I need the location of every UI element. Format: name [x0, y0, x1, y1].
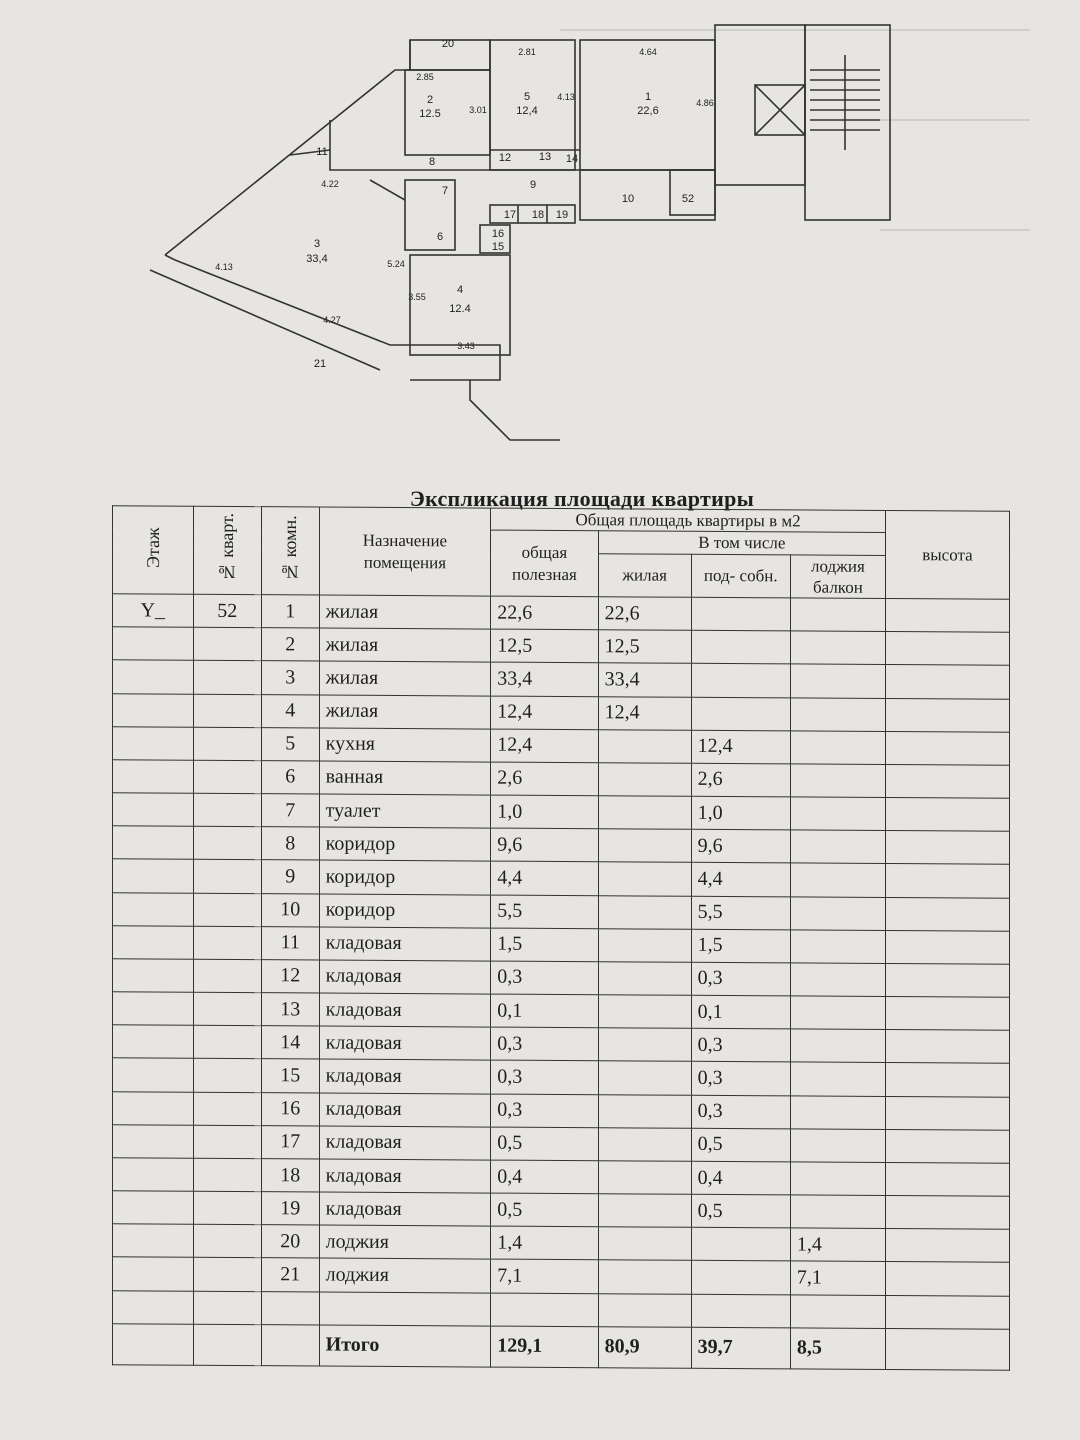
height-cell	[885, 632, 1009, 666]
height-cell	[885, 1262, 1009, 1296]
total-area-cell: 1,4	[491, 1226, 598, 1260]
room-number-cell: 4	[261, 694, 319, 728]
loggia-area-cell	[790, 1162, 885, 1196]
height-cell	[885, 1196, 1009, 1230]
room-1-number: 1	[644, 91, 652, 103]
living-header: жилая	[598, 553, 691, 597]
apartment-cell	[193, 1025, 261, 1059]
table-row	[113, 1125, 1010, 1164]
empty-cell	[790, 1295, 885, 1329]
room-number-cell: 13	[261, 993, 319, 1027]
room-3-area: 33,4	[306, 253, 328, 265]
room-number-cell: 7	[261, 794, 319, 828]
apartment-header: № кварт.	[193, 506, 261, 594]
room-number-header: № комн.	[261, 507, 319, 595]
living-area-sum: 80,9	[598, 1327, 691, 1369]
auxiliary-area-cell: 9,6	[691, 829, 790, 863]
explication-table	[112, 505, 1010, 1370]
auxiliary-header: под- собн.	[691, 554, 790, 598]
auxiliary-area-cell: 0,3	[691, 1029, 790, 1063]
loggia-area-cell	[790, 930, 885, 964]
floor-cell	[113, 925, 194, 959]
plan-dimension: 5.24	[387, 259, 405, 269]
living-area-cell	[598, 1061, 691, 1095]
table-row	[113, 859, 1010, 898]
table-row	[113, 760, 1010, 799]
loggia-area-cell: 7,1	[790, 1261, 885, 1295]
auxiliary-area-cell	[691, 1261, 790, 1295]
plan-dimension: 3.55	[408, 292, 426, 302]
room-number-cell: 2	[261, 628, 319, 662]
height-cell	[885, 1129, 1009, 1163]
plan-dimension: 3.01	[469, 105, 487, 115]
plan-label: 17	[503, 209, 517, 221]
plan-label: 8	[428, 156, 436, 168]
room-number-cell: 10	[261, 893, 319, 927]
auxiliary-area-cell: 0,5	[691, 1128, 790, 1162]
table-row	[113, 660, 1010, 699]
empty-cell	[691, 1294, 790, 1328]
purpose-cell: коридор	[319, 894, 491, 928]
purpose-cell: кладовая	[319, 927, 491, 961]
auxiliary-area-cell	[691, 664, 790, 698]
plan-label: 21	[313, 358, 327, 370]
purpose-cell: кладовая	[319, 1159, 491, 1193]
plan-label: 10	[621, 193, 635, 205]
plan-dimension: 4.86	[696, 98, 714, 108]
apartment-cell	[193, 793, 261, 827]
auxiliary-area-cell: 0,3	[691, 962, 790, 996]
plan-dimension: 2.85	[416, 72, 434, 82]
table-row	[113, 627, 1010, 666]
plan-dimension: 2.81	[518, 47, 536, 57]
total-row	[113, 1324, 1010, 1371]
living-area-cell	[598, 895, 691, 929]
empty-cell	[193, 1324, 261, 1366]
floor-cell	[113, 826, 194, 860]
loggia-area-cell	[790, 1029, 885, 1063]
loggia-area-cell	[790, 697, 885, 731]
auxiliary-area-cell	[691, 697, 790, 731]
purpose-cell: жилая	[319, 661, 491, 695]
total-area-cell: 1,5	[491, 928, 598, 962]
loggia-area-cell	[790, 996, 885, 1030]
auxiliary-area-cell: 0,3	[691, 1095, 790, 1129]
room-3-number: 3	[313, 238, 321, 250]
loggia-area-cell	[790, 963, 885, 997]
table-row	[113, 1025, 1010, 1064]
empty-cell	[113, 1290, 194, 1324]
living-area-cell	[598, 1028, 691, 1062]
total-area-cell: 33,4	[491, 662, 598, 696]
floor-cell	[113, 1025, 194, 1059]
apartment-cell	[193, 694, 261, 728]
plan-dimension: 3.43	[457, 341, 475, 351]
apartment-cell	[193, 1059, 261, 1093]
total-area-cell: 0,5	[491, 1193, 598, 1227]
room-number-cell: 14	[261, 1026, 319, 1060]
living-area-cell: 22,6	[598, 597, 691, 631]
loggia-area-cell	[790, 1062, 885, 1096]
plan-label: 6	[436, 231, 444, 243]
plan-label: 12	[498, 152, 512, 164]
apartment-cell	[193, 1225, 261, 1259]
living-area-cell	[598, 1127, 691, 1161]
total-area-cell: 0,3	[491, 1060, 598, 1094]
table-row	[113, 594, 1010, 633]
apartment-cell	[193, 1125, 261, 1159]
plan-label: 19	[555, 209, 569, 221]
height-cell	[885, 764, 1009, 798]
loggia-area-cell	[790, 631, 885, 665]
loggia-area-cell	[790, 1095, 885, 1129]
purpose-cell: кладовая	[319, 1093, 491, 1127]
plan-label: 15	[491, 241, 505, 253]
room-2-area: 12.5	[419, 108, 441, 120]
auxiliary-area-cell: 2,6	[691, 763, 790, 797]
loggia-area-cell	[790, 731, 885, 765]
total-area-cell: 2,6	[491, 762, 598, 796]
purpose-header: Назначение помещения	[319, 507, 491, 596]
purpose-cell: жилая	[319, 628, 491, 662]
loggia-area-cell	[790, 863, 885, 897]
auxiliary-area-cell: 0,5	[691, 1194, 790, 1228]
empty-cell	[598, 1293, 691, 1327]
height-cell	[885, 997, 1009, 1031]
auxiliary-area-cell: 5,5	[691, 896, 790, 930]
table-row	[113, 959, 1010, 998]
height-cell	[885, 665, 1009, 699]
room-2-number: 2	[426, 94, 434, 106]
purpose-cell: туалет	[319, 794, 491, 828]
table-body	[113, 594, 1010, 1370]
plan-label: 11	[316, 146, 328, 158]
empty-cell	[491, 1293, 598, 1327]
purpose-cell: кладовая	[319, 1192, 491, 1226]
floor-cell	[113, 693, 194, 727]
empty-cell	[261, 1324, 319, 1366]
height-cell	[885, 1030, 1009, 1064]
plan-dimension: 4.64	[639, 47, 657, 57]
total-area-cell: 12,5	[491, 629, 598, 663]
purpose-cell: жилая	[319, 595, 491, 629]
plan-dimension: 4.27	[323, 315, 341, 325]
apartment-cell	[193, 1191, 261, 1225]
purpose-cell: ванная	[319, 761, 491, 795]
total-area-cell: 0,1	[491, 994, 598, 1028]
plan-label: 18	[531, 209, 545, 221]
apartment-cell	[193, 1258, 261, 1292]
loggia-area-cell	[790, 1195, 885, 1229]
table-row	[113, 1191, 1010, 1230]
purpose-cell: кладовая	[319, 993, 491, 1027]
total-area-cell: 0,3	[491, 961, 598, 995]
total-area-cell: 0,4	[491, 1160, 598, 1194]
apartment-cell	[193, 893, 261, 927]
room-number-cell: 1	[261, 595, 319, 629]
total-area-cell: 0,3	[491, 1094, 598, 1128]
purpose-cell: жилая	[319, 695, 491, 729]
room-5-area: 12,4	[516, 105, 538, 117]
height-cell	[885, 798, 1009, 832]
total-area-cell: 5,5	[491, 895, 598, 929]
living-area-cell	[598, 1161, 691, 1195]
height-header: высота	[885, 510, 1009, 599]
useful-area-header: общая полезная	[491, 530, 598, 596]
purpose-cell: лоджия	[319, 1258, 491, 1292]
loggia-area-cell	[790, 764, 885, 798]
floor-cell	[113, 793, 194, 827]
purpose-cell: коридор	[319, 860, 491, 894]
plan-label: 14	[565, 153, 579, 165]
height-cell	[885, 1162, 1009, 1196]
apartment-cell	[193, 826, 261, 860]
purpose-cell: кладовая	[319, 1126, 491, 1160]
loggia-header: лоджия балкон	[790, 554, 885, 598]
auxiliary-area-cell	[691, 597, 790, 631]
total-area-cell: 1,0	[491, 795, 598, 829]
purpose-cell: кухня	[319, 728, 491, 762]
total-area-cell: 7,1	[491, 1260, 598, 1294]
table-row	[113, 1224, 1010, 1263]
floor-cell	[113, 1224, 194, 1258]
table-row	[113, 992, 1010, 1031]
room-number-cell: 8	[261, 827, 319, 861]
loggia-area-cell	[790, 664, 885, 698]
auxiliary-area-cell	[691, 1228, 790, 1262]
apartment-cell	[193, 727, 261, 761]
apartment-cell	[193, 627, 261, 661]
room-number-cell: 9	[261, 860, 319, 894]
floor-cell	[113, 1191, 194, 1225]
auxiliary-area-cell: 1,5	[691, 929, 790, 963]
living-area-cell	[598, 1194, 691, 1228]
living-area-cell	[598, 1260, 691, 1294]
living-area-cell	[598, 1094, 691, 1128]
room-number-cell: 11	[261, 926, 319, 960]
living-area-cell: 33,4	[598, 663, 691, 697]
floor-cell	[113, 726, 194, 760]
room-number-cell: 12	[261, 960, 319, 994]
explication-table-wrap	[112, 505, 1010, 1370]
table-row	[113, 1058, 1010, 1097]
floor-plan-drawing	[0, 0, 1080, 470]
empty-row	[113, 1290, 1010, 1329]
apartment-cell	[193, 760, 261, 794]
total-area-cell: 12,4	[491, 696, 598, 730]
room-number-cell: 17	[261, 1125, 319, 1159]
purpose-cell: кладовая	[319, 1059, 491, 1093]
loggia-area-sum: 8,5	[790, 1328, 885, 1370]
height-cell	[885, 897, 1009, 931]
plan-label: 9	[529, 179, 537, 191]
purpose-cell: лоджия	[319, 1225, 491, 1259]
loggia-area-cell	[790, 896, 885, 930]
table-row	[113, 1091, 1010, 1130]
plan-dimension: 4.13	[557, 92, 575, 102]
room-4-number: 4	[456, 284, 464, 296]
floor-cell	[113, 892, 194, 926]
living-area-cell	[598, 928, 691, 962]
auxiliary-area-cell: 12,4	[691, 730, 790, 764]
room-number-cell: 5	[261, 727, 319, 761]
table-row	[113, 1158, 1010, 1197]
living-area-cell: 12,5	[598, 630, 691, 664]
plan-label: 16	[491, 228, 505, 240]
total-area-sum: 129,1	[491, 1326, 598, 1368]
total-area-cell: 12,4	[491, 729, 598, 763]
living-area-cell	[598, 796, 691, 830]
table-row	[113, 925, 1010, 964]
floor-cell	[113, 1125, 194, 1159]
purpose-cell: кладовая	[319, 960, 491, 994]
floor-cell	[113, 859, 194, 893]
empty-cell	[193, 1291, 261, 1325]
purpose-cell: коридор	[319, 827, 491, 861]
room-4-area: 12.4	[449, 303, 471, 315]
room-number-cell: 19	[261, 1192, 319, 1226]
room-number-cell: 16	[261, 1092, 319, 1126]
document-title: Экспликация площади квартиры	[409, 486, 755, 511]
loggia-area-cell: 1,4	[790, 1228, 885, 1262]
living-area-cell	[598, 729, 691, 763]
auxiliary-area-cell: 4,4	[691, 863, 790, 897]
empty-cell	[885, 1295, 1009, 1329]
purpose-cell: кладовая	[319, 1026, 491, 1060]
height-cell	[885, 831, 1009, 865]
room-number-cell: 3	[261, 661, 319, 695]
floor-cell	[113, 1257, 194, 1291]
total-area-cell: 0,5	[491, 1127, 598, 1161]
plan-dimension: 4.22	[321, 179, 339, 189]
floor-cell	[113, 660, 194, 694]
total-area-header: Общая площадь квартиры в м2	[491, 508, 886, 533]
floor-cell	[113, 992, 194, 1026]
height-cell	[885, 1229, 1009, 1263]
floor-header: Этаж	[113, 506, 194, 594]
auxiliary-area-cell: 0,3	[691, 1062, 790, 1096]
height-cell	[885, 1096, 1009, 1130]
height-cell	[885, 731, 1009, 765]
plan-label: 20	[441, 38, 455, 50]
table-row	[113, 693, 1010, 732]
living-area-cell	[598, 862, 691, 896]
apartment-cell	[193, 959, 261, 993]
loggia-area-cell	[790, 797, 885, 831]
total-label: Итого	[319, 1325, 491, 1367]
table-row	[113, 826, 1010, 865]
living-area-cell	[598, 763, 691, 797]
apartment-cell	[193, 926, 261, 960]
height-cell	[885, 963, 1009, 997]
living-area-cell	[598, 829, 691, 863]
floor-cell	[113, 1058, 194, 1092]
height-cell	[885, 930, 1009, 964]
auxiliary-area-cell: 1,0	[691, 796, 790, 830]
floor-cell	[113, 959, 194, 993]
plan-label: 7	[441, 185, 449, 197]
apartment-cell: 52	[193, 594, 261, 628]
room-1-area: 22,6	[637, 105, 659, 117]
floor-cell	[113, 1091, 194, 1125]
height-cell	[885, 698, 1009, 732]
auxiliary-area-sum: 39,7	[691, 1327, 790, 1369]
room-number-cell: 6	[261, 761, 319, 795]
plan-label: 52	[681, 193, 695, 205]
plan-label: 13	[538, 151, 552, 163]
living-area-cell	[598, 962, 691, 996]
room-number-cell: 21	[261, 1258, 319, 1292]
loggia-area-cell	[790, 598, 885, 632]
empty-cell	[319, 1292, 491, 1326]
living-area-cell	[598, 1227, 691, 1261]
floor-cell	[113, 760, 194, 794]
height-cell	[885, 598, 1009, 632]
table-row	[113, 892, 1010, 931]
living-area-cell	[598, 995, 691, 1029]
room-number-cell: 20	[261, 1225, 319, 1259]
loggia-area-cell	[790, 830, 885, 864]
height-cell	[885, 1063, 1009, 1097]
auxiliary-area-cell: 0,4	[691, 1161, 790, 1195]
total-area-cell: 4,4	[491, 861, 598, 895]
height-cell	[885, 1328, 1009, 1370]
floor-cell: Y_	[113, 594, 194, 628]
table-row	[113, 1257, 1010, 1296]
empty-cell	[261, 1291, 319, 1325]
apartment-cell	[193, 1158, 261, 1192]
height-cell	[885, 864, 1009, 898]
floor-cell	[113, 627, 194, 661]
apartment-cell	[193, 661, 261, 695]
living-area-cell: 12,4	[598, 696, 691, 730]
apartment-cell	[193, 860, 261, 894]
total-area-cell: 22,6	[491, 596, 598, 630]
table-row	[113, 726, 1010, 765]
including-header: В том числе	[598, 531, 885, 555]
auxiliary-area-cell	[691, 630, 790, 664]
table-row	[113, 793, 1010, 832]
total-area-cell: 0,3	[491, 1027, 598, 1061]
apartment-cell	[193, 1092, 261, 1126]
room-5-number: 5	[523, 91, 531, 103]
apartment-cell	[193, 992, 261, 1026]
total-area-cell: 9,6	[491, 828, 598, 862]
room-number-cell: 15	[261, 1059, 319, 1093]
empty-cell	[113, 1324, 194, 1366]
floor-cell	[113, 1158, 194, 1192]
room-number-cell: 18	[261, 1159, 319, 1193]
loggia-area-cell	[790, 1129, 885, 1163]
auxiliary-area-cell: 0,1	[691, 995, 790, 1029]
plan-dimension: 4.13	[215, 262, 233, 272]
